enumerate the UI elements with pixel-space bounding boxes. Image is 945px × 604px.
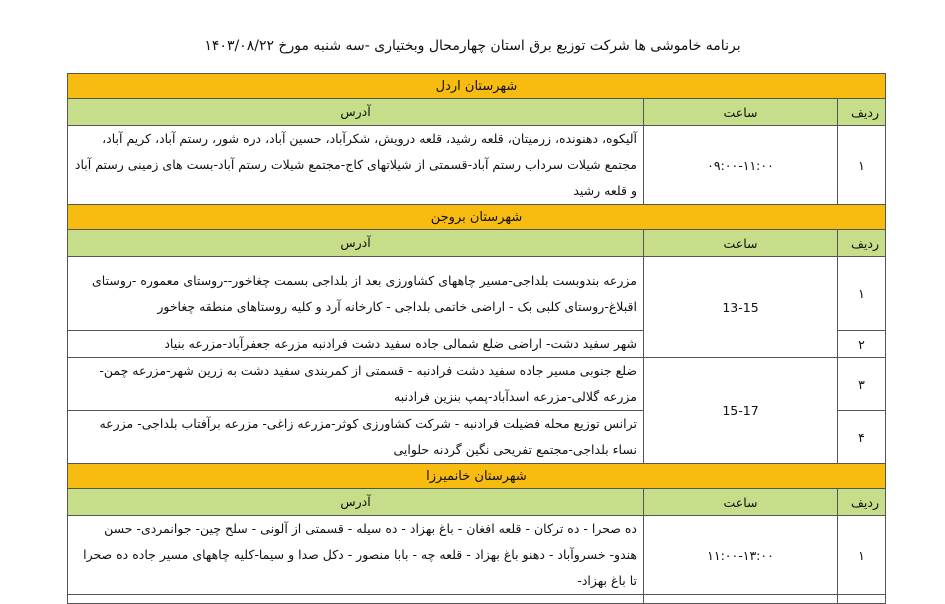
header-adres: آدرس [68, 489, 644, 516]
row-number: ۳ [838, 358, 886, 411]
row-address [68, 595, 644, 604]
header-saat: ساعت [644, 99, 838, 126]
row-number: ۱ [838, 257, 886, 331]
table-row [68, 257, 886, 331]
header-adres: آدرس [68, 99, 644, 126]
header-saat: ساعت [644, 230, 838, 257]
city-name: شهرستان خانمیرزا [68, 464, 886, 489]
row-address: ضلع جنوبی مسیر جاده سفید دشت فرادنبه - قسمتی از کمربندی سفید دشت به زرین شهر-مزرعه چمن-مزرعه گلالی-مزرعه اسدآباد-پمپ بنزین فرادنبه [68, 358, 644, 411]
row-address: مزرعه بندوبست بلداجی-مسیر چاههای کشاورزی بعد از بلداجی بسمت چغاخور--روستای معموره -روستای اقبلاغ-روستای کلبی بک - اراضی خاتمی بلداجی - کارخانه آرد و کلیه روستاهای منطقه چغاخور [68, 257, 644, 331]
city-name: شهرستان بروجن [68, 205, 886, 230]
row-address: آلیکوه، دهنونده، زرمیتان، قلعه رشید، قلعه درویش، شکرآباد، حسین آباد، دره شور، رستم آباد، کریم آباد، مجتمع شیلات سرداب رستم آباد-قسمتی از شیلاتهای کاج-مجتمع شیلات رستم آباد-بست های زمینی رستم آباد و قلعه رشید [68, 126, 644, 205]
table-row [68, 516, 886, 595]
row-address: ترانس توزیع محله فضیلت فرادنبه - شرکت کشاورزی کوثر-مزرعه زاغی- مزرعه برآفتاب بلداجی- مزرعه نساء بلداجی-مجتمع تفریحی نگین گردنه حلوایی [68, 411, 644, 464]
column-header-row [68, 99, 886, 126]
column-header-row [68, 230, 886, 257]
section-header-borujen [68, 205, 886, 230]
table-row [68, 126, 886, 205]
page-title: برنامه خاموشی ها شرکت توزیع برق استان چهارمحال وبختیاری -سه شنبه مورخ ۱۴۰۳/۰۸/۲۲ [204, 38, 741, 54]
header-radif: ردیف [838, 489, 886, 516]
row-time: 13-15 [644, 257, 838, 358]
row-number: ۱ [838, 126, 886, 205]
row-address: شهر سفید دشت- اراضی ضلع شمالی جاده سفید دشت فرادنبه مزرعه جعفرآباد-مزرعه بنیاد [68, 331, 644, 358]
table-row [68, 595, 886, 604]
row-number: ۲ [838, 331, 886, 358]
section-header-khanmirza [68, 464, 886, 489]
header-radif: ردیف [838, 230, 886, 257]
row-number [838, 595, 886, 604]
row-number: ۱ [838, 516, 886, 595]
table-row [68, 358, 886, 411]
outage-schedule-table [67, 73, 886, 604]
section-header-ardal [68, 74, 886, 99]
row-time: ۰۹:۰۰-۱۱:۰۰ [644, 126, 838, 205]
row-address: ده صحرا - ده ترکان - قلعه افغان - باغ بهزاد - ده سیله - قسمتی از آلونی - سلح چین- جوانمردی- حسن هندو- خسروآباد - دهنو باغ بهزاد - قلعه چه - بابا منصور - دکل صدا و سیما-کلیه چاههای مسیر جاده ده صحرا تا باغ بهزاد- [68, 516, 644, 595]
row-time: 15-17 [644, 358, 838, 464]
header-radif: ردیف [838, 99, 886, 126]
header-saat: ساعت [644, 489, 838, 516]
row-number: ۴ [838, 411, 886, 464]
header-adres: آدرس [68, 230, 644, 257]
city-name: شهرستان اردل [68, 74, 886, 99]
column-header-row [68, 489, 886, 516]
row-time [644, 595, 838, 604]
row-time: ۱۱:۰۰-۱۳:۰۰ [644, 516, 838, 595]
